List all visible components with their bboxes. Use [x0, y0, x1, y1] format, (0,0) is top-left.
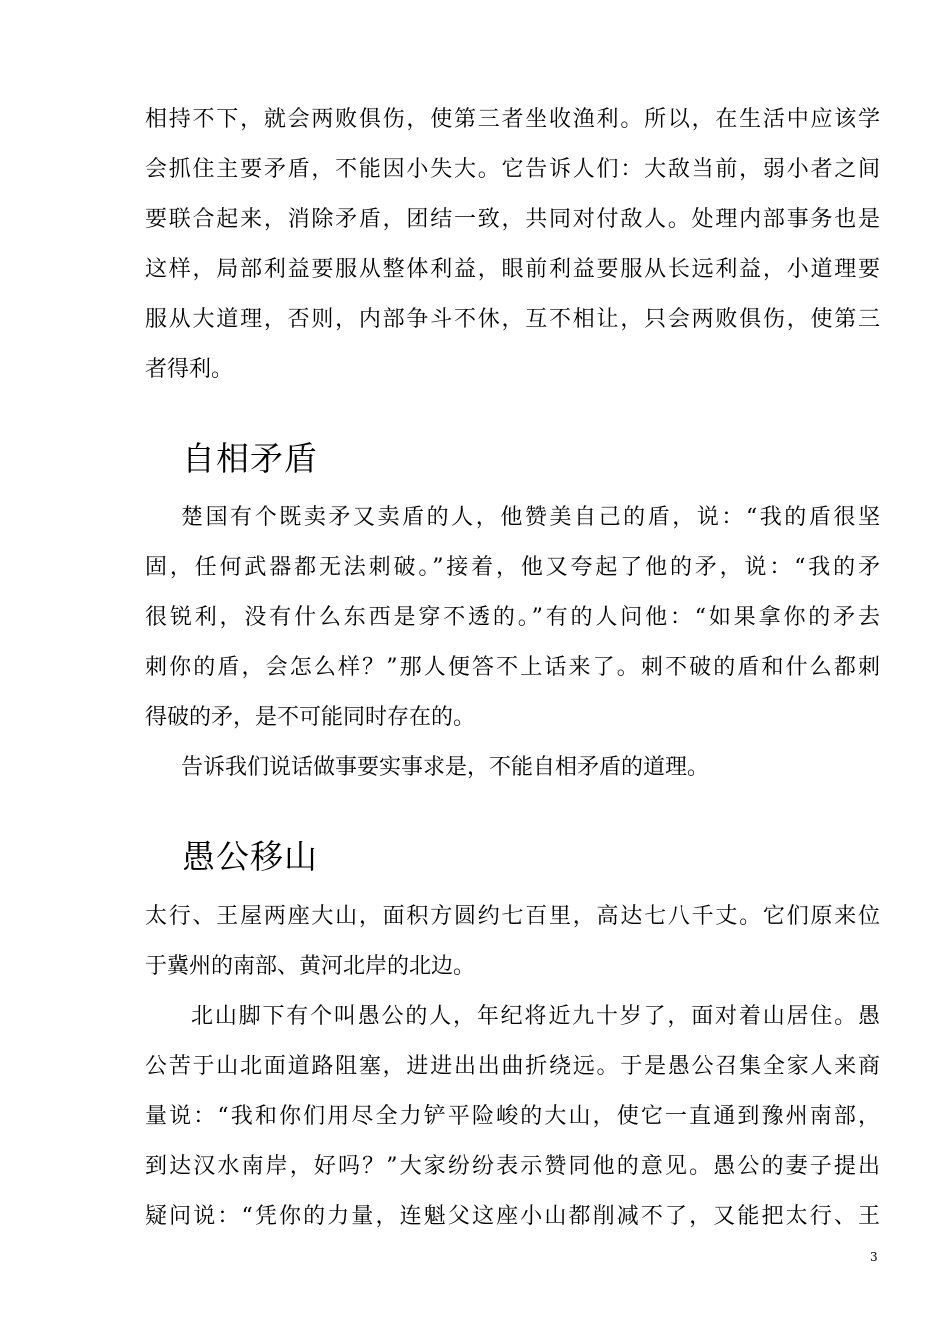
section-heading-ygys: 愚公移山 — [182, 837, 318, 876]
paragraph-line: 者得利。 — [145, 357, 234, 382]
paragraph-line: 太行、王屋两座大山，面积方圆约七百里，高达七八千丈。它们原来位 — [145, 904, 880, 929]
paragraph-line: 到达汉水南岸，好吗？”大家纷纷表示赞同他的意见。愚公的妻子提出 — [145, 1154, 880, 1179]
paragraph-line: 于冀州的南部、黄河北岸的北边。 — [145, 954, 476, 979]
paragraph-line: 固，任何武器都无法刺破。”接着，他又夸起了他的矛，说：“我的矛 — [145, 555, 880, 580]
paragraph-line: 这样，局部利益要服从整体利益，眼前利益要服从长远利益，小道理要 — [145, 257, 880, 282]
paragraph-line: 会抓住主要矛盾，不能因小失大。它告诉人们：大敌当前，弱小者之间 — [145, 157, 880, 182]
paragraph-line: 很锐利，没有什么东西是穿不透的。”有的人问他：“如果拿你的矛去 — [145, 605, 880, 630]
paragraph-line: 服从大道理，否则，内部争斗不休，互不相让，只会两败俱伤，使第三 — [145, 307, 880, 332]
paragraph-line: 公苦于山北面道路阻塞，进进出出曲折绕远。于是愚公召集全家人来商 — [145, 1054, 880, 1079]
paragraph-line: 相持不下，就会两败俱伤，使第三者坐收渔利。所以，在生活中应该学 — [145, 107, 880, 132]
paragraph-line: 北山脚下有个叫愚公的人，年纪将近九十岁了，面对着山居住。愚 — [191, 1004, 880, 1029]
paragraph-line: 要联合起来，消除矛盾，团结一致，共同对付敌人。处理内部事务也是 — [145, 207, 880, 232]
paragraph-line: 楚国有个既卖矛又卖盾的人，他赞美自己的盾，说：“我的盾很坚 — [181, 505, 880, 530]
paragraph-line: 得破的矛，是不可能同时存在的。 — [145, 705, 476, 730]
section-heading-zxmd: 自相矛盾 — [182, 439, 318, 478]
paragraph-line: 疑问说：“凭你的力量，连魁父这座小山都削减不了，又能把太行、王 — [145, 1204, 880, 1229]
page-number: 3 — [870, 1250, 878, 1264]
paragraph-line: 刺你的盾，会怎么样？”那人便答不上话来了。刺不破的盾和什么都刺 — [145, 655, 880, 680]
paragraph-line: 告诉我们说话做事要实事求是，不能自相矛盾的道理。 — [181, 755, 710, 780]
paragraph-line: 量说：“我和你们用尽全力铲平险峻的大山，使它一直通到豫州南部， — [145, 1104, 880, 1129]
